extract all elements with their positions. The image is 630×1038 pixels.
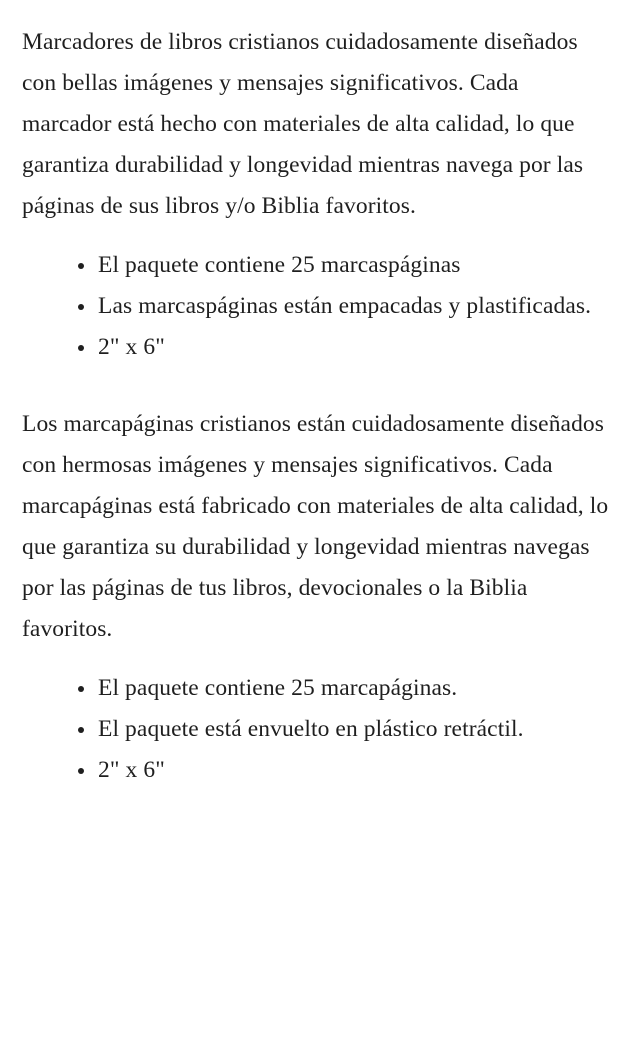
- description-paragraph-2: Los marcapáginas cristianos están cuidadosamente diseñados con hermosas imágenes y mensajes significativos. Cada marcapáginas está fabricado con materiales de alta calidad, lo que garantiza su durabilidad y longevidad mientras navegas por las páginas de tus libros, devocionales o la Biblia favoritos.: [22, 411, 609, 642]
- list-item: 2" x 6": [78, 750, 610, 791]
- list-item: El paquete contiene 25 marcaspáginas: [78, 245, 610, 286]
- feature-list-2: [22, 668, 610, 791]
- list-item: El paquete está envuelto en plástico retráctil.: [78, 709, 610, 750]
- section-spacer: [22, 372, 610, 382]
- list-item: El paquete contiene 25 marcapáginas.: [78, 668, 610, 709]
- list-item: Las marcaspáginas están empacadas y plastificadas.: [78, 286, 610, 327]
- description-paragraph-1: Marcadores de libros cristianos cuidadosamente diseñados con bellas imágenes y mensajes significativos. Cada marcador está hecho con materiales de alta calidad, lo que garantiza durabilidad y longevidad mientras navega por las páginas de sus libros y/o Biblia favoritos.: [22, 29, 584, 219]
- list-item: 2" x 6": [78, 327, 610, 368]
- feature-list-1: [22, 245, 610, 368]
